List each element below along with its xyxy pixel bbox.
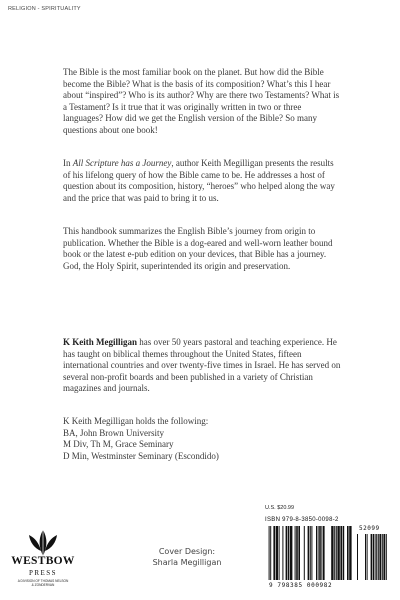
barcode-stripe [316, 526, 317, 580]
barcode-stripe [347, 526, 349, 580]
description-paragraph-3: This handbook summarizes the English Bible’s journey from origin to publication. Whether the Bible is a dog-eared and well-worn leather bound book or the latest e-pub edition on your devices, that Bible has a journey. God, the Holy Spirit, superintended its origin and preservation. [63, 226, 333, 271]
barcode-stripe [269, 526, 270, 580]
barcode-stripe [323, 526, 325, 580]
barcode-stripe [340, 526, 342, 580]
publisher-name: WESTBOW [11, 555, 75, 567]
barcode-block [265, 505, 393, 595]
barcode-stripe [279, 526, 280, 580]
barcode-addon-stripe [379, 534, 381, 580]
barcode-addon-stripe [357, 534, 358, 580]
publisher-division-line1: A DIVISION OF THOMAS NELSON [17, 579, 69, 583]
description-paragraph-1: The Bible is the most familiar book on the planet. But how did the Bible become the Bible? What is the basis of its composition? What’s this I hear about “inspired”? Who is its author? Why are there two Testaments? What is a Testament? Is it true that it was originally written in two or three languages? How did we get the English version of the Bible? So many questions about one book! [63, 67, 340, 135]
cover-designer-name: Sharla Megilligan [152, 558, 222, 567]
barcode-addon-stripe [365, 534, 366, 580]
barcode-stripe [343, 526, 345, 580]
credential-item: D Min, Westminster Seminary (Escondido) [63, 450, 219, 461]
cover-design-label: Cover Design: [158, 547, 216, 556]
description-paragraph-2 [63, 158, 341, 204]
book-title: All Scripture has a Journey [72, 158, 172, 168]
barcode-stripe [310, 526, 311, 580]
author-credentials [63, 416, 341, 462]
barcode-stripe [304, 526, 305, 580]
publisher-division [8, 579, 78, 587]
category-label: RELIGION - SPIRITUALITY [8, 6, 81, 12]
barcode-addon-stripe [382, 534, 383, 580]
publisher-logo [8, 527, 78, 589]
barcode-addon-stripe [386, 534, 387, 580]
barcode-stripe [318, 526, 319, 580]
barcode-stripe [295, 526, 296, 580]
barcode-stripe [298, 526, 300, 580]
barcode-addon-stripe [373, 534, 374, 580]
barcode-stripe [308, 526, 310, 580]
barcode-stripe [311, 526, 312, 580]
credentials-intro: K Keith Megilligan holds the following: [63, 416, 209, 426]
barcode-addon-stripe [375, 534, 376, 580]
barcode-addon-stripe [376, 534, 377, 580]
barcode-stripe [270, 526, 271, 580]
barcode-icon [265, 526, 393, 582]
barcode-stripe [273, 526, 275, 580]
barcode-stripe [334, 526, 335, 580]
barcode-stripe [276, 526, 278, 580]
publisher-press: PRESS [28, 569, 58, 577]
barcode-stripe [337, 526, 339, 580]
author-bio-text: has over 50 years pastoral and teaching experience. He has taught on biblical themes throughout the United States, fifteen international countries and over twenty-five times in Israel. He has served on several non-profit boards and been published in a variety of Christian magazines and journals. [63, 337, 341, 394]
barcode-addon-stripe [371, 534, 373, 580]
addon-number: 52099 [359, 525, 380, 532]
author-name: K Keith Megilligan [63, 337, 137, 347]
barcode-stripe [296, 526, 298, 580]
barcode-stripe [288, 526, 290, 580]
credential-item: BA, John Brown University [63, 427, 164, 438]
barcode-stripe [286, 526, 288, 580]
credential-item: M Div, Th M, Grace Seminary [63, 439, 174, 450]
barcode-addon-stripe [367, 534, 368, 580]
publisher-logo-icon [8, 527, 78, 557]
barcode-stripe [349, 526, 351, 580]
barcode-addon-stripe [378, 534, 379, 580]
barcode-stripe [319, 526, 321, 580]
barcode-stripe [290, 526, 292, 580]
barcode-stripe [331, 526, 333, 580]
author-bio [63, 337, 341, 395]
barcode-number: 9 798385 000982 [269, 582, 333, 589]
barcode-stripe [336, 526, 337, 580]
p2-prefix: In [63, 158, 73, 168]
barcode-stripe [282, 526, 283, 580]
price-label: U.S. $20.99 [265, 505, 295, 511]
cover-design-credit [142, 546, 232, 568]
p2-rest: , author Keith Megilligan presents the results of his lifelong query of how the Bible came to be. He addresses a host of question about its composition, history, “heroes” who helped along the way and the price that was paid to bring it to us. [63, 158, 335, 203]
publisher-division-line2: & ZONDERVAN [31, 583, 55, 587]
barcode-addon-stripe [383, 534, 385, 580]
barcode-stripe [321, 526, 322, 580]
isbn-label: ISBN 979-8-3850-0098-2 [265, 517, 339, 523]
